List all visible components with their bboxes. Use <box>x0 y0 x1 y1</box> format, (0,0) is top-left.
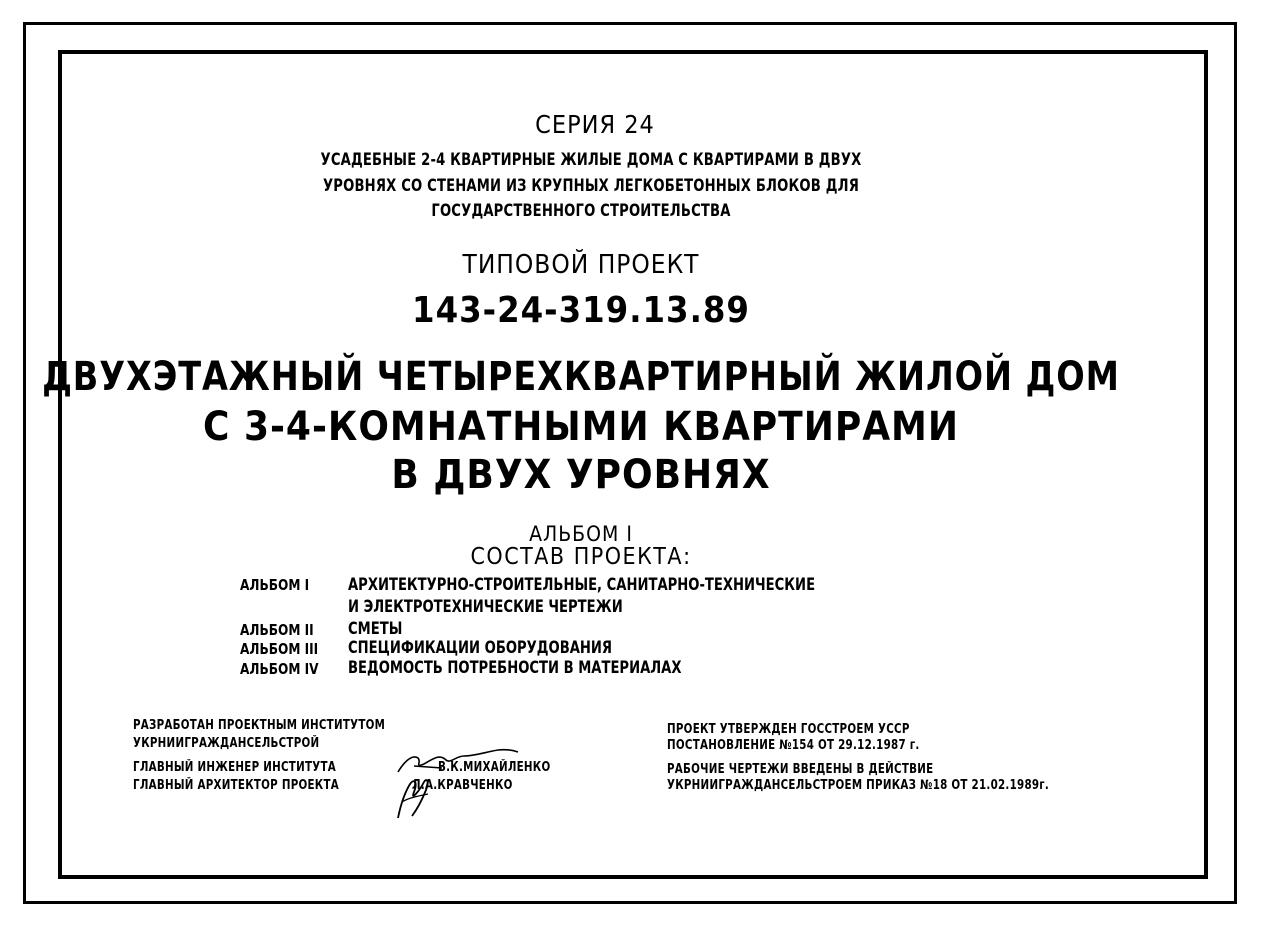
signature-chief-architect <box>390 772 436 822</box>
project-number: 143-24-319.13.89 <box>412 290 750 331</box>
album-list-label-1: АЛЬБОМ I <box>240 576 310 594</box>
series-description-line-2: УРОВНЯХ СО СТЕНАМИ ИЗ КРУПНЫХ ЛЕГКОБЕТОННЫХ БЛОКОВ ДЛЯ <box>322 176 859 196</box>
credit-developed-by: РАЗРАБОТАН ПРОЕКТНЫМ ИНСТИТУТОМ <box>133 718 386 733</box>
project-title-line-3: В ДВУХ УРОВНЯХ <box>391 452 771 498</box>
credit-chief-engineer-label: ГЛАВНЫЙ ИНЖЕНЕР ИНСТИТУТА <box>133 760 336 775</box>
album-list-desc-3: СПЕЦИФИКАЦИИ ОБОРУДОВАНИЯ <box>348 638 613 658</box>
series-description-line-1: УСАДЕБНЫЕ 2-4 КВАРТИРНЫЕ ЖИЛЫЕ ДОМА С КВАРТИРАМИ В ДВУХ <box>320 150 862 170</box>
album-list-label-4: АЛЬБОМ IV <box>240 660 319 678</box>
album-list-label-2: АЛЬБОМ II <box>240 621 314 639</box>
project-label: ТИПОВОЙ ПРОЕКТ <box>462 250 700 280</box>
project-title-line-1: ДВУХЭТАЖНЫЙ ЧЕТЫРЕХКВАРТИРНЫЙ ЖИЛОЙ ДОМ <box>42 354 1120 400</box>
credit-order: УКРНИИГРАЖДАНСЕЛЬСТРОЕМ ПРИКАЗ №18 ОТ 21.02.1989г. <box>667 778 1050 793</box>
credit-approved: ПРОЕКТ УТВЕРЖДЕН ГОССТРОЕМ УССР <box>667 722 910 737</box>
album-list-desc-2: СМЕТЫ <box>348 619 403 639</box>
series-description-line-3: ГОСУДАРСТВЕННОГО СТРОИТЕЛЬСТВА <box>431 201 731 221</box>
album-list-label-3: АЛЬБОМ III <box>240 640 319 658</box>
composition-heading: СОСТАВ ПРОЕКТА: <box>470 544 692 570</box>
credit-chief-architect-name: Л.А.КРАВЧЕНКО <box>412 778 513 793</box>
album-list-desc-1-cont: И ЭЛЕКТРОТЕХНИЧЕСКИЕ ЧЕРТЕЖИ <box>348 597 623 617</box>
credit-drawings: РАБОЧИЕ ЧЕРТЕЖИ ВВЕДЕНЫ В ДЕЙСТВИЕ <box>667 762 934 777</box>
album-current: АЛЬБОМ I <box>529 522 633 546</box>
project-title-line-2: С 3-4-КОМНАТНЫМИ КВАРТИРАМИ <box>203 404 959 450</box>
credit-decree: ПОСТАНОВЛЕНИЕ №154 ОТ 29.12.1987 г. <box>667 738 920 753</box>
series-title: СЕРИЯ 24 <box>535 110 655 139</box>
album-list-desc-1: АРХИТЕКТУРНО-СТРОИТЕЛЬНЫЕ, САНИТАРНО-ТЕХНИЧЕСКИЕ <box>348 575 816 595</box>
credit-institute: УКРНИИГРАЖДАНСЕЛЬСТРОЙ <box>133 736 320 751</box>
credit-chief-architect-label: ГЛАВНЫЙ АРХИТЕКТОР ПРОЕКТА <box>133 778 340 793</box>
album-list-desc-4: ВЕДОМОСТЬ ПОТРЕБНОСТИ В МАТЕРИАЛАХ <box>348 658 682 678</box>
credit-chief-engineer-name: В.К.МИХАЙЛЕНКО <box>438 760 551 775</box>
